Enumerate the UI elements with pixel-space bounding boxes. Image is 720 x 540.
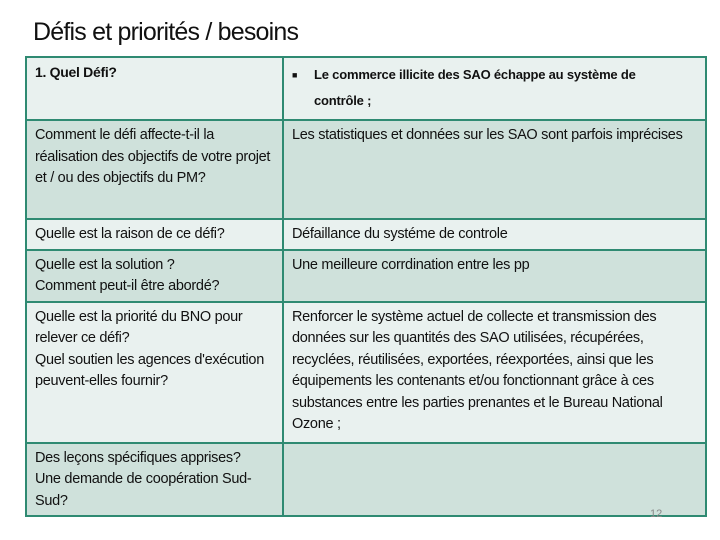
table-row: [26, 302, 706, 443]
challenges-table: [25, 56, 707, 517]
answer-cell-empty: [283, 443, 706, 517]
answer-text: Défaillance du systéme de controle: [292, 226, 508, 242]
answer-cell: [283, 302, 706, 443]
question-text: Quelle est la priorité du BNO pour relever ce défi?: [35, 308, 243, 346]
question-cell: [26, 57, 283, 120]
question-cell: [26, 302, 283, 443]
question-cell: [26, 219, 283, 250]
page-number: 12: [650, 508, 663, 520]
answer-text: Le commerce illicite des SAO échappe au système de: [314, 67, 636, 82]
question-text: 1. Quel Défi?: [35, 64, 117, 80]
table-row: [26, 250, 706, 302]
question-text: Quelle est la raison de ce défi?: [35, 226, 225, 242]
question-text: Comment le défi affecte-t-il la réalisation des objectifs de votre projet et / ou des objectifs du PM?: [35, 127, 271, 186]
answer-text: Renforcer le système actuel de collecte et transmission des données sur les quantités des SAO utilisées, récupérées, recyclées, réutilisées, exportées, réexportées, ainsi que les équipements les contenants et/ou fonctionnant grâce à ces substances entre les parties prenantes et le Bureau National Ozone ;: [292, 308, 663, 432]
table-row: [26, 443, 706, 517]
answer-text: Une meilleure corrdination entre les pp: [292, 256, 530, 273]
question-cell: [26, 120, 283, 219]
table-row: [26, 120, 706, 219]
answer-text: Les statistiques et données sur les SAO sont parfois imprécises: [292, 127, 683, 143]
slide-title: Défis et priorités / besoins: [33, 18, 299, 46]
question-text: Quel soutien les agences d'exécution peuvent-elles fournir?: [35, 351, 264, 389]
answer-cell: [283, 219, 706, 250]
question-text: Des leçons spécifiques apprises?: [35, 449, 241, 466]
answer-cell: [283, 120, 706, 219]
answer-text: contrôle ;: [314, 93, 372, 108]
question-cell: [26, 443, 283, 517]
question-text: Une demande de coopération Sud-Sud?: [35, 471, 252, 509]
question-text: Quelle est la solution ?: [35, 256, 175, 273]
table-row: [26, 219, 706, 250]
question-text: Comment peut-il être abordé?: [35, 278, 220, 294]
table-row: [26, 57, 706, 120]
bullet-icon: ■: [292, 70, 298, 80]
answer-cell: [283, 57, 706, 120]
answer-cell: [283, 250, 706, 302]
question-cell: [26, 250, 283, 302]
